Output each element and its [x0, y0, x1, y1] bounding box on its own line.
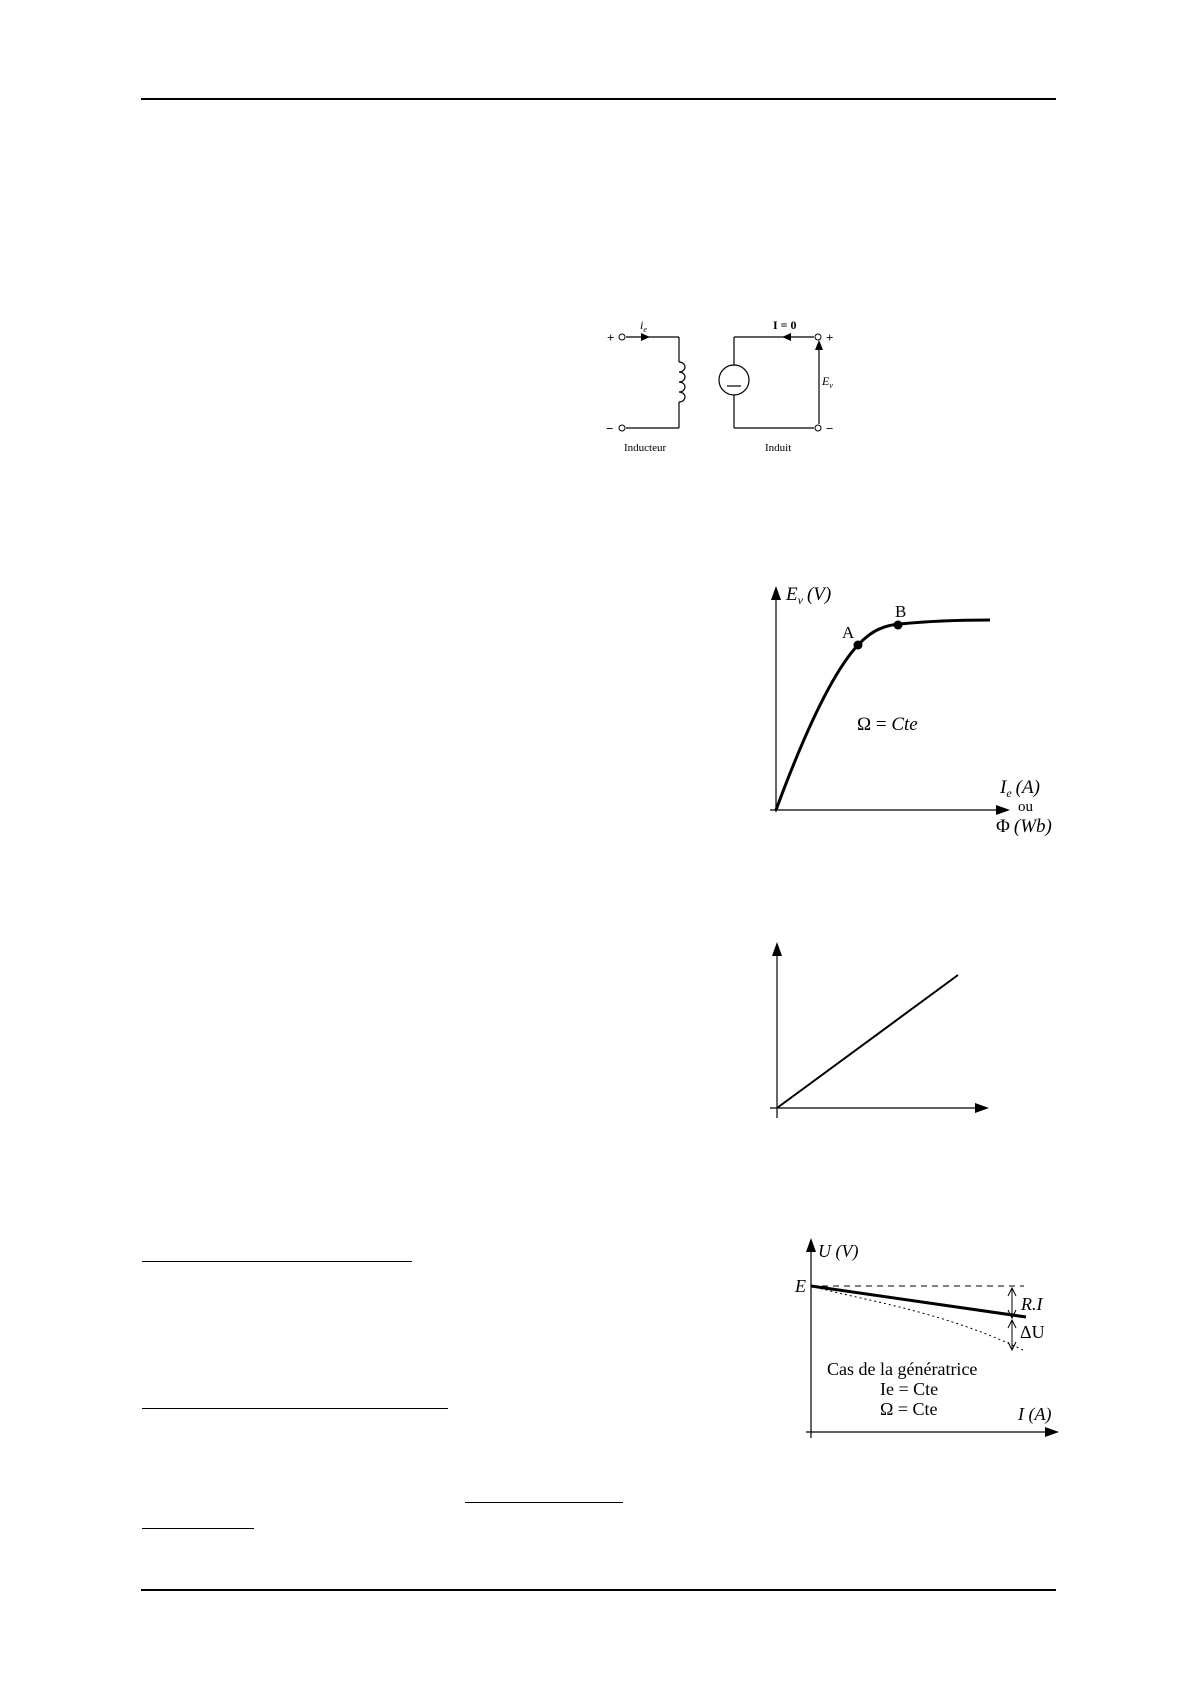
minus-sign-inductor: −: [606, 421, 614, 436]
e-label: E: [795, 1276, 806, 1296]
y-axis-arrow: [806, 1238, 816, 1252]
actual-voltage-curve: [811, 1286, 1023, 1350]
armature-label: Induit: [765, 442, 792, 454]
minus-sign-armature: −: [826, 421, 834, 436]
note-omega: Ω = Cte: [880, 1399, 938, 1419]
x-axis-label: I (A): [1018, 1404, 1052, 1424]
x-axis-or-label: ou: [1018, 799, 1033, 815]
ri-label: R.I: [1021, 1294, 1043, 1314]
x-axis-arrow: [1045, 1427, 1059, 1437]
plus-sign-armature: +: [826, 330, 834, 345]
plus-sign-inductor: +: [607, 330, 615, 345]
du-label: ΔU: [1020, 1322, 1045, 1342]
note-ie: Ie = Cte: [880, 1379, 939, 1399]
x-axis-label: $I_e$ (A): [1000, 777, 1040, 800]
note-title: Cas de la génératrice: [827, 1359, 978, 1379]
point-a-label: A: [842, 623, 855, 642]
point-b-label: B: [895, 602, 907, 621]
x-axis-alt-label: Φ (Wb): [996, 816, 1052, 837]
y-axis-label: $E_v$ (V): [786, 584, 832, 607]
condition-label: Ω = Cte: [857, 714, 918, 735]
armature-current-label: I = 0: [773, 318, 797, 332]
inductor-label: Inducteur: [624, 442, 667, 454]
y-axis-label: U (V): [818, 1241, 859, 1261]
emf-label: $E_v$: [822, 374, 833, 390]
field-current-label: $i_e$: [640, 318, 647, 334]
